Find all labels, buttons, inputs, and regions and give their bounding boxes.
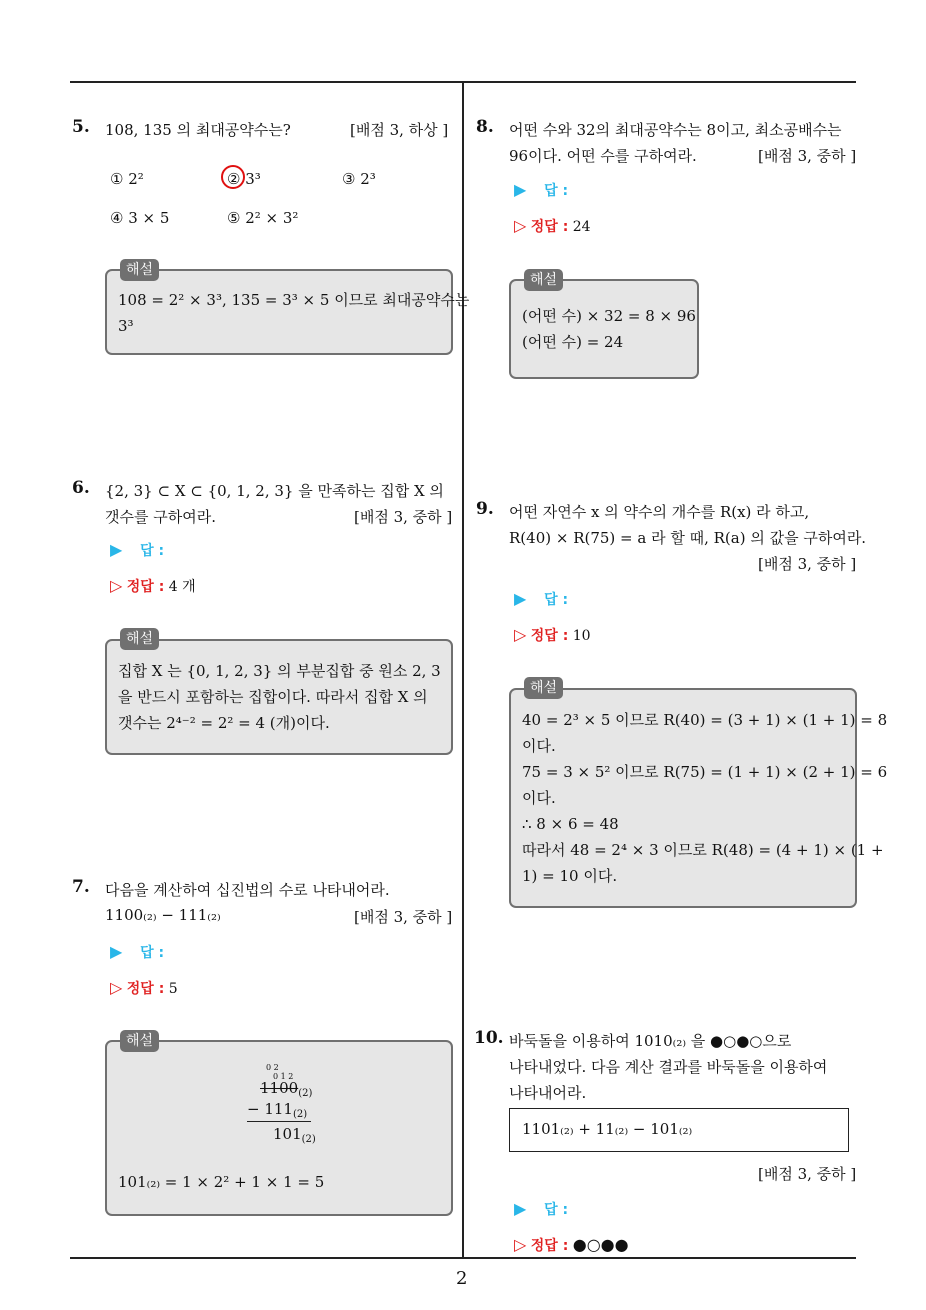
q9-explain-line-7: 1) = 10 이다. [522, 867, 618, 885]
q9-explain-tag: 해설 [524, 677, 563, 699]
play-icon: ▶ [110, 942, 123, 961]
q6-correct-row [110, 576, 196, 596]
q9-number: 9. [476, 499, 494, 519]
answer-label: 답 : [544, 1202, 569, 1218]
q5-choice-3[interactable]: ③ 2³ [342, 170, 376, 188]
q7-explain-line: 101₍₂₎ = 1 × 2² + 1 × 1 = 5 [118, 1173, 325, 1191]
q6-text-line-2: 갯수를 구하여라. [105, 508, 216, 526]
q6-answer-row[interactable] [110, 540, 164, 560]
q9-correct-row [514, 625, 591, 645]
q9-answer-value: 10 [572, 628, 591, 644]
q7-calc-carry-top: 0 2 [266, 1063, 279, 1072]
outline-triangle-icon: ▷ [514, 1235, 527, 1254]
q9-text-line-1: 어떤 자연수 x 의 약수의 개수를 R(x) 라 하고, [509, 503, 810, 521]
q10-answer-row[interactable] [514, 1199, 568, 1219]
q10-grade: [배점 3, 중하 ] [758, 1165, 857, 1183]
q5-explain-line-1: 108 = 2² × 3³, 135 = 3³ × 5 이므로 최대공약수는 [118, 291, 470, 309]
q7-answer-row[interactable] [110, 942, 164, 962]
q7-grade: [배점 3, 중하 ] [354, 908, 453, 926]
q7-calc-row-1 [260, 1079, 312, 1099]
q6-explain-line-2: 을 반드시 포함하는 집합이다. 따라서 집합 X 의 [118, 688, 428, 706]
q8-answer-row[interactable] [514, 180, 568, 200]
outline-triangle-icon: ▷ [110, 576, 123, 595]
q9-answer-row[interactable] [514, 589, 568, 609]
outline-triangle-icon: ▷ [110, 978, 123, 997]
q8-explain-line-2: (어떤 수) = 24 [522, 333, 624, 351]
q5-choice-1[interactable]: ① 2² [110, 170, 144, 188]
answer-label: 답 : [544, 183, 569, 199]
q9-explain-line-1: 40 = 2³ × 5 이므로 R(40) = (3 + 1) × (1 + 1) = 8 [522, 711, 888, 729]
q7-calc-line [247, 1121, 311, 1122]
answer-label: 답 : [544, 592, 569, 608]
q8-explain-line-1: (어떤 수) × 32 = 8 × 96 [522, 307, 696, 325]
outline-triangle-icon: ▷ [514, 216, 527, 235]
q7-calc-row-2 [247, 1100, 307, 1120]
answer-label: 답 : [140, 945, 165, 961]
q6-number: 6. [72, 478, 90, 498]
correct-label: 정답 : [530, 219, 569, 235]
correct-label: 정답 : [126, 579, 165, 595]
q6-explain-line-3: 갯수는 2⁴⁻² = 2² = 4 (개)이다. [118, 714, 330, 732]
q5-grade: [배점 3, 하상 ] [350, 121, 449, 139]
q5-explain-line-2: 3³ [118, 317, 134, 335]
q7-correct-row [110, 978, 178, 998]
q10-text-line-2: 나타내었다. 다음 계산 결과를 바둑돌을 이용하여 [509, 1058, 828, 1076]
q7-calc-carry-mid: 0 1 2 [273, 1072, 294, 1081]
q5-choice-2[interactable]: ② 3³ [227, 170, 261, 188]
q8-correct-row [514, 216, 591, 236]
play-icon: ▶ [514, 589, 527, 608]
correct-label: 정답 : [530, 628, 569, 644]
q7-calc-base: (2) [298, 1088, 313, 1099]
play-icon: ▶ [514, 1199, 527, 1218]
q9-text-line-2: R(40) × R(75) = a 라 할 때, R(a) 의 값을 구하여라. [509, 529, 867, 547]
column-divider [462, 81, 464, 1258]
q9-grade: [배점 3, 중하 ] [758, 555, 857, 573]
q7-text-line-1: 다음을 계산하여 십진법의 수로 나타내어라. [105, 881, 390, 899]
q7-calc-row-3 [273, 1125, 316, 1145]
q8-explain-tag: 해설 [524, 269, 563, 291]
q7-answer-value: 5 [168, 981, 178, 997]
q7-explain-tag: 해설 [120, 1030, 159, 1052]
q6-explain-line-1: 집합 X 는 {0, 1, 2, 3} 의 부분집합 중 원소 2, 3 [118, 662, 441, 680]
page-number: 2 [456, 1268, 468, 1289]
q9-explain-line-5: ∴ 8 × 6 = 48 [522, 815, 619, 833]
q10-expression: 1101₍₂₎ + 11₍₂₎ − 101₍₂₎ [522, 1120, 693, 1138]
q7-number: 7. [72, 877, 90, 897]
q7-calc-result: 101 [273, 1125, 302, 1143]
q7-calc-base: (2) [301, 1134, 316, 1145]
q10-correct-row [514, 1235, 629, 1255]
q5-choice-4[interactable]: ④ 3 × 5 [110, 209, 170, 227]
q10-text-line-3: 나타내어라. [509, 1084, 587, 1102]
play-icon: ▶ [110, 540, 123, 559]
correct-label: 정답 : [126, 981, 165, 997]
q5-number: 5. [72, 117, 90, 137]
q7-calc-minuend: 1100 [260, 1079, 299, 1097]
q6-explain-tag: 해설 [120, 628, 159, 650]
q10-text-line-1: 바둑돌을 이용하여 1010₍₂₎ 을 ●○●○으로 [509, 1032, 792, 1050]
q7-calc-base: (2) [292, 1109, 308, 1120]
q5-choice-5[interactable]: ⑤ 2² × 3² [227, 209, 299, 227]
q9-explain-line-6: 따라서 48 = 2⁴ × 3 이므로 R(48) = (4 + 1) × (1 + [522, 841, 884, 859]
q9-explain-line-2: 이다. [522, 737, 556, 755]
q5-explain-tag: 해설 [120, 259, 159, 281]
play-icon: ▶ [514, 180, 527, 199]
q8-answer-value: 24 [572, 219, 591, 235]
q5-text: 108, 135 의 최대공약수는? [105, 121, 291, 139]
q8-number: 8. [476, 117, 494, 137]
q7-calc-subtrahend: − 111 [247, 1100, 293, 1118]
q7-text-line-2: 1100₍₂₎ − 111₍₂₎ [105, 906, 221, 924]
q8-text-line-1: 어떤 수와 32의 최대공약수는 8이고, 최소공배수는 [509, 121, 842, 139]
q9-explain-line-3: 75 = 3 × 5² 이므로 R(75) = (1 + 1) × (2 + 1) = 6 [522, 763, 888, 781]
q9-explain-line-4: 이다. [522, 789, 556, 807]
q10-number: 10. [474, 1028, 504, 1048]
q8-grade: [배점 3, 중하 ] [758, 147, 857, 165]
correct-label: 정답 : [530, 1238, 569, 1254]
outline-triangle-icon: ▷ [514, 625, 527, 644]
q8-text-line-2: 96이다. 어떤 수를 구하여라. [509, 147, 697, 165]
q6-text-line-1: {2, 3} ⊂ X ⊂ {0, 1, 2, 3} 을 만족하는 집합 X 의 [105, 482, 444, 500]
q6-answer-value: 4 개 [168, 579, 196, 595]
q10-answer-value: ●○●● [572, 1235, 629, 1254]
answer-label: 답 : [140, 543, 165, 559]
q6-grade: [배점 3, 중하 ] [354, 508, 453, 526]
